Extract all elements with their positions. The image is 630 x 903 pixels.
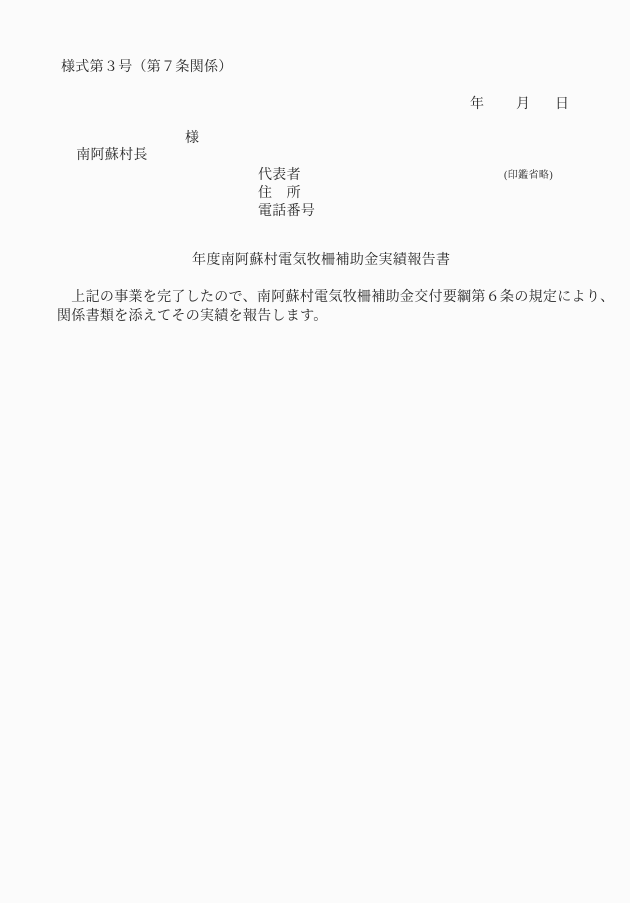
addressee-name: 南阿蘇村長: [76, 148, 148, 163]
date-year-label: 年: [470, 97, 485, 112]
seal-omitted-note: (印鑑省略): [504, 170, 554, 181]
addressee-honorific: 様: [185, 131, 200, 146]
body-paragraph-line-1: 上記の事業を完了したので、南阿蘇村電気牧柵補助金交付要綱第６条の規定により、: [57, 290, 615, 305]
date-day-label: 日: [555, 97, 570, 112]
addressee-line: [61, 130, 200, 198]
phone-number-label: 電話番号: [258, 204, 316, 219]
document-title: 年度南阿蘇村電気牧柵補助金実績報告書: [192, 253, 451, 268]
form-number: 様式第３号（第７条関係）: [61, 60, 233, 75]
representative-label: 代表者: [258, 168, 301, 183]
address-label: 住 所: [258, 186, 301, 201]
date-month-label: 月: [516, 97, 531, 112]
body-paragraph-line-2: 関係書類を添えてその実績を報告します。: [57, 309, 328, 324]
